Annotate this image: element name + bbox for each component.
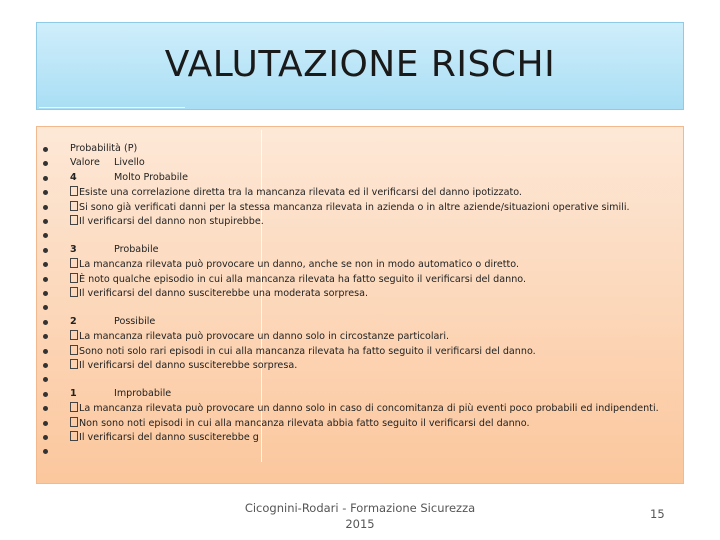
page-number: 15	[650, 507, 665, 521]
missing-glyph-icon	[70, 186, 78, 196]
bullet-dot	[43, 205, 48, 210]
probability-heading: Probabilità (P)	[70, 143, 138, 154]
description-text: Si sono già verificati danni per la stessa mancanza rilevata in azienda o in altre aziende/situazioni operative simili.	[70, 201, 630, 213]
level-value: 4	[70, 171, 77, 183]
footer-line-2: 2015	[345, 517, 375, 531]
level-name: Probabile	[114, 243, 159, 255]
bullet-dot	[43, 363, 48, 368]
bullet-dot	[43, 435, 48, 440]
bullet-dot	[43, 219, 48, 224]
missing-glyph-icon	[70, 201, 78, 211]
bullet-dot	[43, 277, 48, 282]
missing-glyph-icon	[70, 359, 78, 369]
missing-glyph-icon	[70, 330, 78, 340]
description-text: È noto qualche episodio in cui alla mancanza rilevata ha fatto seguito il verificarsi del danno.	[70, 273, 526, 285]
bullet-dot	[43, 349, 48, 354]
description-text: Il verificarsi del danno susciterebbe una moderata sorpresa.	[70, 287, 368, 299]
description-text: Il verificarsi del danno non stupirebbe.	[70, 215, 264, 227]
title-highlight-line	[39, 107, 185, 108]
bullet-dot	[43, 176, 48, 181]
description-text: La mancanza rilevata può provocare un danno, anche se non in modo automatico o diretto.	[70, 258, 519, 270]
footer	[240, 500, 480, 532]
level-name: Molto Probabile	[114, 171, 189, 183]
bullet-dot	[43, 147, 48, 152]
description-text: Il verificarsi del danno susciterebbe g	[70, 431, 259, 443]
description-text: Sono noti solo rari episodi in cui alla mancanza rilevata ha fatto seguito il verificarsi del danno.	[70, 345, 536, 357]
slide-title: VALUTAZIONE RISCHI	[164, 44, 556, 85]
level-value: 3	[70, 243, 77, 255]
column-value-header: Valore	[70, 157, 100, 169]
missing-glyph-icon	[70, 273, 78, 283]
missing-glyph-icon	[70, 345, 78, 355]
bullet-dot	[43, 421, 48, 426]
description-text: La mancanza rilevata può provocare un danno solo in circostanze particolari.	[70, 330, 449, 342]
bullet-dot	[43, 392, 48, 397]
description-text: Non sono noti episodi in cui alla mancanza rilevata abbia fatto seguito il verificarsi del danno.	[70, 417, 530, 429]
bullet-dot	[43, 248, 48, 253]
missing-glyph-icon	[70, 431, 78, 441]
level-value: 2	[70, 315, 77, 327]
missing-glyph-icon	[70, 402, 78, 412]
description-text: La mancanza rilevata può provocare un danno solo in caso di concomitanza di più eventi poco probabili ed indipendenti.	[70, 402, 659, 414]
missing-glyph-icon	[70, 258, 78, 268]
missing-glyph-icon	[70, 417, 78, 427]
description-text: Esiste una correlazione diretta tra la mancanza rilevata ed il verificarsi del danno ipotizzato.	[70, 186, 522, 198]
bullet-dot	[43, 320, 48, 325]
level-name: Improbabile	[114, 387, 172, 399]
column-level-header: Livello	[114, 157, 145, 169]
footer-line-1: Cicognini-Rodari - Formazione Sicurezza	[244, 501, 476, 515]
level-value: 1	[70, 387, 77, 399]
description-text: Il verificarsi del danno susciterebbe sorpresa.	[70, 359, 297, 371]
missing-glyph-icon	[70, 215, 78, 225]
level-name: Possibile	[114, 315, 156, 327]
bullet-dot	[43, 291, 48, 296]
missing-glyph-icon	[70, 287, 78, 297]
